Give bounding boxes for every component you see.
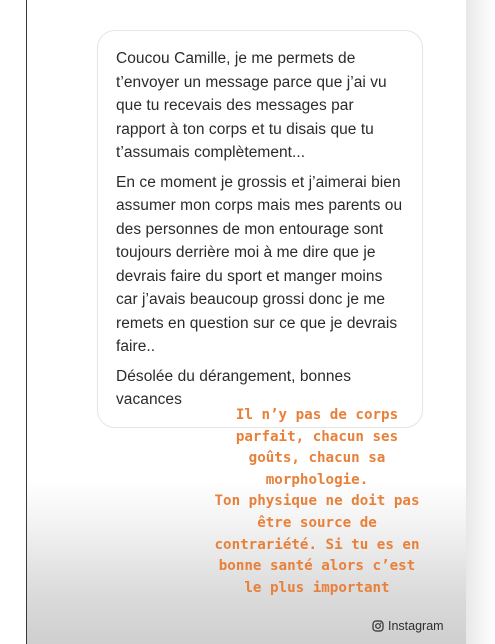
reply-line: goûts, chacun sa [248,450,386,467]
instagram-icon [372,620,384,632]
reply-line: Ton physique ne doit pas [214,493,420,510]
reply-line: le plus important [244,579,390,596]
message-paragraph-1: Coucou Camille, je me permets de t’envoyer un message parce que j’ai vu que tu recevais des messages par rapport à ton corps et tu disais que tu t’assumais complètement... [116,50,387,161]
message-paragraph-3: Désolée du dérangement, bonnes vacances [116,367,352,408]
side-margin [466,0,495,644]
reply-line: Il n’y pas de corps [235,407,399,423]
message-paragraph-2: En ce moment je grossis et j’aimerai bien assumer mon corps mais mes parents ou des personnes de mon entourage sont toujours derrière moi à me dire que je devrais faire du sport et manger moins car j’avais beaucoup grossi donc je me remets en question sur ce que je devrais faire.. [116,173,403,355]
reply-text [167,405,467,599]
watermark-text: Instagram [388,619,444,633]
instagram-watermark [372,619,444,633]
story-canvas [26,0,467,644]
reply-line: être source de [257,514,377,531]
reply-line: bonne santé alors c’est [218,558,416,575]
reply-line: parfait, chacun ses [235,428,399,445]
reply-line: contrariété. Si tu es en [214,536,420,553]
reply-line: morphologie. [265,471,369,488]
message-bubble [97,30,423,428]
